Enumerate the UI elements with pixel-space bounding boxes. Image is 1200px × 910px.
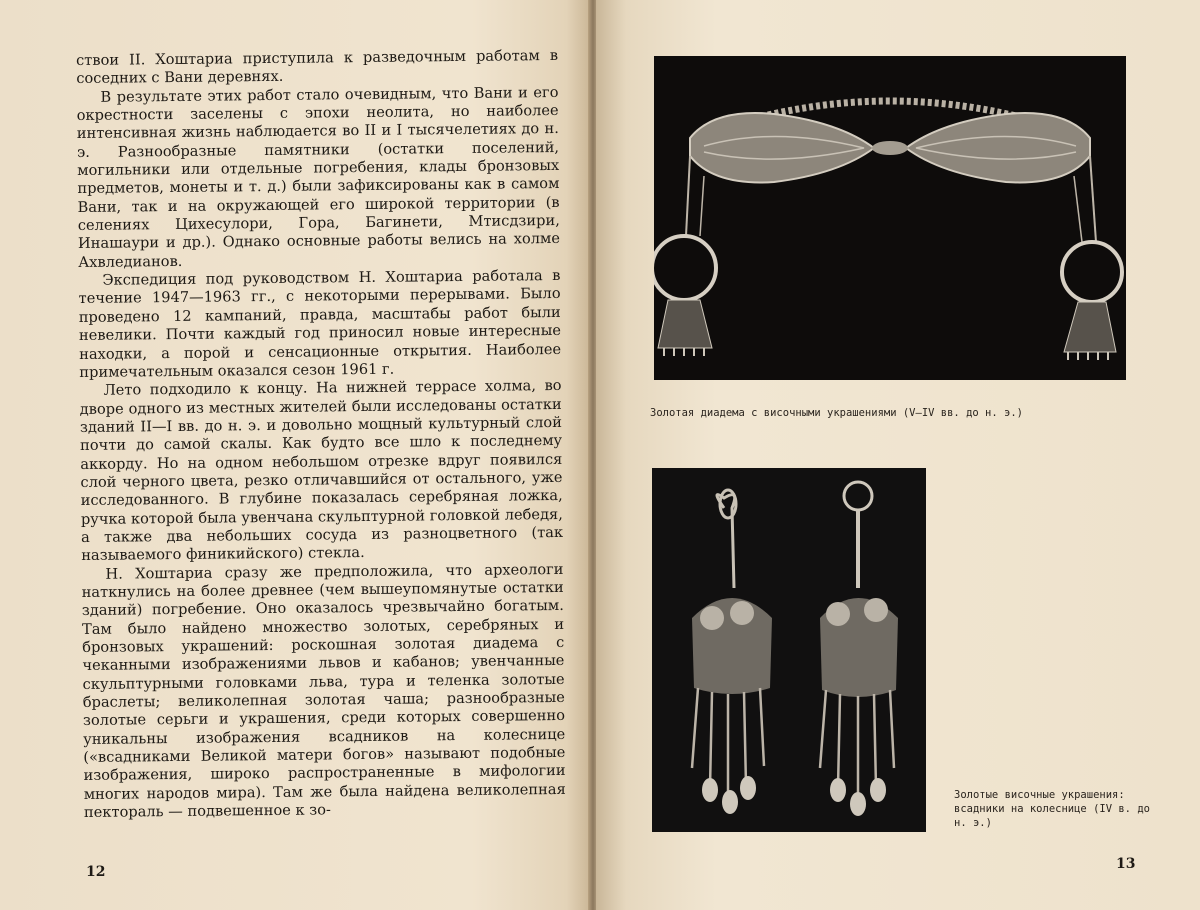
paragraph: ствои II. Хоштариа приступила к разведочным работам в соседних с Вани деревнях. — [76, 46, 559, 88]
left-page — [0, 0, 590, 910]
paragraph: Н. Хоштариа сразу же предположила, что археологи наткнулись на более древнее (чем вышеупомянутые остатки зданий) погребение. Оно оказалось чрезвычайно богатым. Там было найдено множество золотых, серебряных и бронзовых украшений: роскошная золотая диадема с чеканными изображениями львов и кабанов; увенчанные скульптурными головками льва, тура и теленка золотые браслеты; великолепная золотая чаша; разнообразные золотые серьги и украшения, среди которых совершенно уникальны изображения всадников на колеснице («всадниками Великой матери богов» называют подобные изображения, широко распространенные в мифологии многих народов мира). Там же была найдена великолепная пектораль — подвешенное к зо- — [81, 560, 566, 822]
figure-caption-pendants: Золотые височные украшения: всадники на колеснице (IV в. до н. э.) — [954, 789, 1150, 829]
page-number-right: 13 — [1116, 856, 1136, 872]
figure-caption-diadem: Золотая диадема с височными украшениями (V—IV вв. до н. э.) — [650, 407, 1023, 419]
paragraph: Лето подходило к концу. На нижней террасе холма, во дворе одного из местных жителей были исследованы остатки зданий II—I вв. до н. э. и довольно мощный культурный слой почти до самой скалы. Как будто все шло к последнему аккорду. Но на одном небольшом отрезке вдруг появился слой черного цвета, резко отличавшийся от остального, уже исследованного. В глубине показалась серебряная ложка, ручка которой была увенчана скульптурной головкой лебедя, а также два небольших сосуда из разноцветного (так называемого финикийского) стекла. — [79, 377, 564, 565]
temple-pendants-photo — [652, 468, 926, 832]
paragraph: В результате этих работ стало очевидным, что Вани и его окрестности заселены с эпохи неолита, но наиболее интенсивная жизнь наблюдается во II и I тысячелетиях до н. э. Разнообразные памятники (остатки поселений, могильники или отдельные погребения, клады бронзовых предметов, монеты и т. д.) были зафиксированы как в самом Вани, так и на окружающей его широкой территории (в селениях Цихесулори, Гора, Багинети, Мтисдзири, Инашаури и др.). Однако основные работы велись на холме Ахвледианов. — [76, 83, 561, 271]
paragraph: Экспедиция под руководством Н. Хоштариа работала в течение 1947—1963 гг., с некоторыми перерывами. Было проведено 12 кампаний, правда, масштабы работ были невелики. Почти каждый год приносил новые интересные находки, а порой и сенсационные открытия. Наиболее примечательным оказался сезон 1961 г. — [78, 267, 562, 381]
right-page — [596, 0, 1200, 910]
diadem-photo — [654, 56, 1126, 380]
pendants-illustration — [652, 468, 926, 832]
page-number-left: 12 — [86, 864, 106, 880]
diadem-illustration — [654, 56, 1126, 380]
body-text — [76, 47, 566, 822]
